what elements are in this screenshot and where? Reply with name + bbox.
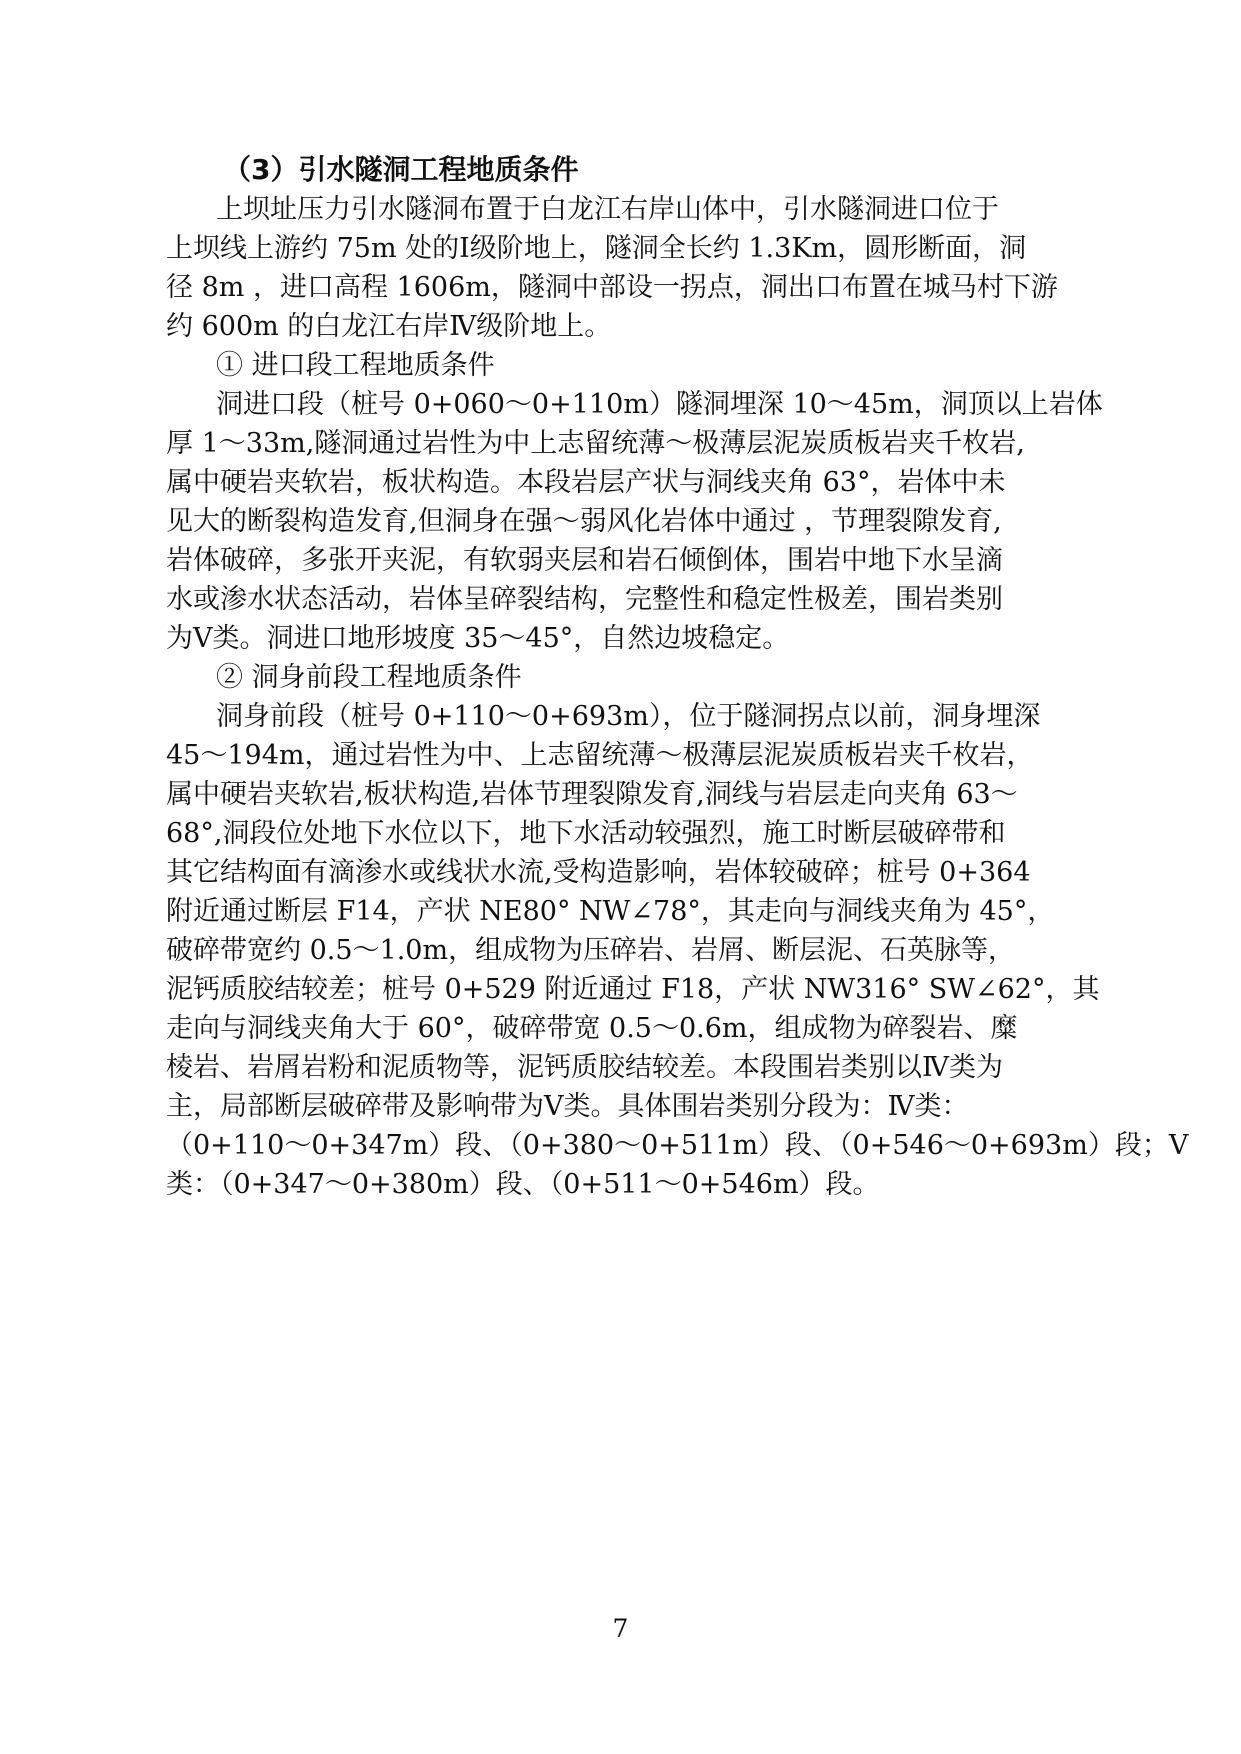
- page-number: 7: [612, 1614, 629, 1643]
- paragraph-line: 主，局部断层破碎带及影响带为Ⅴ类。具体围岩类别分段为：Ⅳ类：: [166, 1091, 969, 1122]
- paragraph-line: 岩体破碎，多张开夹泥，有软弱夹层和岩石倾倒体，围岩中地下水呈滴: [166, 545, 1003, 576]
- paragraph-line: 其它结构面有滴渗水或线状水流,受构造影响，岩体较破碎；桩号 0+364: [166, 857, 1031, 888]
- paragraph-line: 附近通过断层 F14，产状 NE80° NW∠78°，其走向与洞线夹角为 45°，: [166, 896, 1055, 927]
- section-title: （3）引水隧洞工程地质条件: [223, 153, 579, 186]
- subsection-title-front-body: ② 洞身前段工程地质条件: [216, 662, 522, 693]
- paragraph-line: 走向与洞线夹角大于 60°，破碎带宽 0.5～0.6m，组成物为碎裂岩、糜: [166, 1013, 1018, 1044]
- paragraph-line: 水或渗水状态活动，岩体呈碎裂结构，完整性和稳定性极差，围岩类别: [166, 584, 1003, 615]
- paragraph-line: 类：（0+347～0+380m）段、（0+511～0+546m）段。: [166, 1169, 880, 1200]
- paragraph-line: 上坝址压力引水隧洞布置于白龙江右岸山体中，引水隧洞进口位于: [216, 194, 999, 225]
- subsection-title-entrance: ① 进口段工程地质条件: [216, 350, 495, 381]
- entrance-paragraph: [166, 385, 1103, 658]
- paragraph-line: 45～194m，通过岩性为中、上志留统薄～极薄层泥炭质板岩夹千枚岩，: [166, 740, 1034, 771]
- paragraph-line: 为Ⅴ类。洞进口地形坡度 35～45°，自然边坡稳定。: [166, 623, 790, 654]
- paragraph-line: 属中硬岩夹软岩，板状构造。本段岩层产状与洞线夹角 63°，岩体中未: [166, 467, 1006, 498]
- paragraph-line: 属中硬岩夹软岩,板状构造,岩体节理裂隙发育,洞线与岩层走向夹角 63～: [166, 779, 1018, 810]
- front-body-paragraph: [166, 697, 1189, 1204]
- intro-paragraph: [166, 190, 1076, 346]
- paragraph-line: 68°,洞段位处地下水位以下，地下水活动较强烈，施工时断层破碎带和: [166, 818, 1006, 849]
- paragraph-line: 径 8m ，进口高程 1606m，隧洞中部设一拐点，洞出口布置在城马村下游: [166, 272, 1058, 303]
- paragraph-line: 破碎带宽约 0.5～1.0m，组成物为压碎岩、岩屑、断层泥、石英脉等，: [166, 935, 1016, 966]
- paragraph-line: 见大的断裂构造发育,但洞身在强～弱风化岩体中通过 ，节理裂隙发育,: [166, 506, 1002, 537]
- paragraph-line: 约 600m 的白龙江右岸Ⅳ级阶地上。: [166, 311, 612, 342]
- paragraph-line: 洞身前段（桩号 0+110～0+693m），位于隧洞拐点以前，洞身埋深: [216, 701, 1041, 732]
- paragraph-line: （0+110～0+347m）段、（0+380～0+511m）段、（0+546～0+693m）段；Ⅴ: [166, 1130, 1189, 1161]
- page-body: [166, 150, 1189, 1204]
- paragraph-line: 棱岩、岩屑岩粉和泥质物等，泥钙质胶结较差。本段围岩类别以Ⅳ类为: [166, 1052, 1003, 1083]
- paragraph-line: 泥钙质胶结较差；桩号 0+529 附近通过 F18，产状 NW316° SW∠62°，其: [166, 974, 1100, 1005]
- paragraph-line: 厚 1～33m,隧洞通过岩性为中上志留统薄～极薄层泥炭质板岩夹千枚岩,: [166, 428, 1025, 459]
- paragraph-line: 上坝线上游约 75m 处的Ⅰ级阶地上，隧洞全长约 1.3Km，圆形断面，洞: [166, 233, 1027, 264]
- paragraph-line: 洞进口段（桩号 0+060～0+110m）隧洞埋深 10～45m，洞顶以上岩体: [216, 389, 1103, 420]
